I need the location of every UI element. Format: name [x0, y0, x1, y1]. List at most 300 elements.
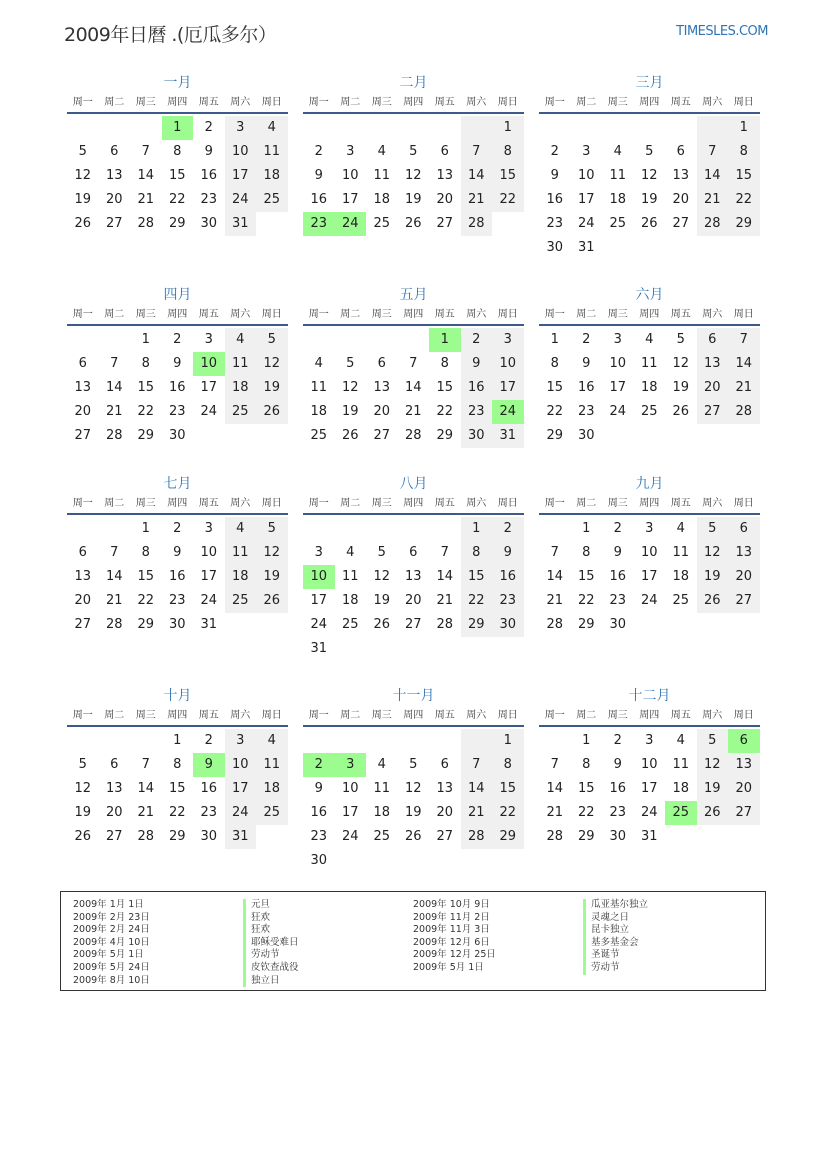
day-cell[interactable]: 24	[335, 212, 367, 236]
day-cell[interactable]: 14	[546, 569, 564, 584]
day-cell[interactable]: 8	[582, 757, 591, 772]
day-cell[interactable]: 26	[256, 400, 288, 424]
day-cell[interactable]: 31	[640, 829, 658, 844]
day-cell[interactable]: 31	[577, 240, 595, 255]
day-cell[interactable]: 23	[200, 805, 218, 820]
day-cell[interactable]: 21	[105, 404, 123, 419]
day-cell[interactable]: 20	[672, 192, 690, 207]
day-cell[interactable]: 8	[173, 757, 182, 772]
day-cell[interactable]: 28	[546, 617, 564, 632]
day-cell[interactable]: 21	[546, 805, 564, 820]
day-cell[interactable]: 1	[173, 733, 182, 748]
day-cell[interactable]: 7	[440, 545, 449, 560]
day-cell[interactable]: 9	[613, 545, 622, 560]
day-cell[interactable]: 13	[436, 781, 454, 796]
day-cell[interactable]: 9	[173, 545, 182, 560]
day-cell[interactable]: 17	[341, 805, 359, 820]
day-cell[interactable]: 27	[404, 617, 422, 632]
day-cell[interactable]: 27	[436, 829, 454, 844]
day-cell[interactable]: 15	[546, 380, 564, 395]
day-cell[interactable]: 14	[404, 380, 422, 395]
day-cell[interactable]: 20	[436, 805, 454, 820]
day-cell[interactable]: 21	[436, 593, 454, 608]
day-cell[interactable]: 17	[640, 569, 658, 584]
day-cell[interactable]: 5	[409, 144, 418, 159]
day-cell[interactable]: 25	[609, 216, 627, 231]
day-cell[interactable]: 2	[314, 144, 323, 159]
day-cell[interactable]: 8	[492, 140, 524, 164]
day-cell[interactable]: 2	[461, 328, 493, 352]
day-cell[interactable]: 24	[577, 216, 595, 231]
day-cell[interactable]: 28	[728, 400, 760, 424]
day-cell[interactable]: 28	[436, 617, 454, 632]
day-cell[interactable]: 22	[577, 805, 595, 820]
day-cell[interactable]: 16	[310, 192, 328, 207]
day-cell[interactable]: 6	[110, 144, 119, 159]
day-cell[interactable]: 5	[256, 328, 288, 352]
day-cell[interactable]: 28	[697, 212, 729, 236]
day-cell[interactable]: 12	[672, 356, 690, 371]
day-cell[interactable]: 18	[256, 164, 288, 188]
day-cell[interactable]: 31	[200, 617, 218, 632]
day-cell[interactable]: 16	[609, 781, 627, 796]
day-cell[interactable]: 19	[256, 376, 288, 400]
day-cell[interactable]: 13	[672, 168, 690, 183]
day-cell[interactable]: 18	[256, 777, 288, 801]
day-cell[interactable]: 19	[640, 192, 658, 207]
day-cell[interactable]: 24	[640, 593, 658, 608]
day-cell[interactable]: 19	[697, 565, 729, 589]
day-cell[interactable]: 31	[492, 424, 524, 448]
day-cell[interactable]: 11	[225, 541, 257, 565]
day-cell[interactable]: 21	[697, 188, 729, 212]
day-cell[interactable]: 21	[728, 376, 760, 400]
day-cell[interactable]: 3	[346, 144, 355, 159]
day-cell[interactable]: 10	[200, 545, 218, 560]
day-cell[interactable]: 6	[676, 144, 685, 159]
day-cell[interactable]: 27	[105, 829, 123, 844]
day-cell[interactable]: 28	[546, 829, 564, 844]
day-cell[interactable]: 12	[74, 781, 92, 796]
day-cell[interactable]: 4	[346, 545, 355, 560]
day-cell[interactable]: 15	[728, 164, 760, 188]
day-cell[interactable]: 3	[492, 328, 524, 352]
day-cell[interactable]: 13	[697, 352, 729, 376]
day-cell[interactable]: 2	[303, 753, 335, 777]
day-cell[interactable]: 24	[341, 829, 359, 844]
day-cell[interactable]: 6	[728, 729, 760, 753]
day-cell[interactable]: 29	[728, 212, 760, 236]
day-cell[interactable]: 11	[672, 757, 690, 772]
day-cell[interactable]: 9	[550, 168, 559, 183]
day-cell[interactable]: 22	[492, 188, 524, 212]
day-cell[interactable]: 30	[310, 853, 328, 868]
day-cell[interactable]: 20	[373, 404, 391, 419]
day-cell[interactable]: 15	[168, 168, 186, 183]
day-cell[interactable]: 25	[373, 216, 391, 231]
day-cell[interactable]: 4	[256, 729, 288, 753]
day-cell[interactable]: 3	[645, 521, 654, 536]
day-cell[interactable]: 4	[225, 328, 257, 352]
day-cell[interactable]: 25	[310, 428, 328, 443]
day-cell[interactable]: 9	[204, 144, 213, 159]
day-cell[interactable]: 6	[440, 757, 449, 772]
day-cell[interactable]: 6	[78, 356, 87, 371]
day-cell[interactable]: 19	[404, 192, 422, 207]
day-cell[interactable]: 11	[310, 380, 328, 395]
day-cell[interactable]: 2	[204, 120, 213, 135]
day-cell[interactable]: 4	[256, 116, 288, 140]
day-cell[interactable]: 8	[440, 356, 449, 371]
day-cell[interactable]: 12	[341, 380, 359, 395]
day-cell[interactable]: 14	[461, 164, 493, 188]
site-link[interactable]: TIMESLES.COM	[676, 24, 768, 39]
day-cell[interactable]: 22	[168, 192, 186, 207]
day-cell[interactable]: 6	[377, 356, 386, 371]
day-cell[interactable]: 2	[613, 733, 622, 748]
day-cell[interactable]: 5	[676, 332, 685, 347]
day-cell[interactable]: 2	[204, 733, 213, 748]
day-cell[interactable]: 3	[613, 332, 622, 347]
day-cell[interactable]: 16	[168, 569, 186, 584]
day-cell[interactable]: 8	[582, 545, 591, 560]
day-cell[interactable]: 9	[613, 757, 622, 772]
day-cell[interactable]: 17	[200, 569, 218, 584]
day-cell[interactable]: 4	[377, 144, 386, 159]
day-cell[interactable]: 30	[168, 617, 186, 632]
day-cell[interactable]: 1	[461, 517, 493, 541]
day-cell[interactable]: 17	[310, 593, 328, 608]
day-cell[interactable]: 10	[225, 753, 257, 777]
day-cell[interactable]: 6	[78, 545, 87, 560]
day-cell[interactable]: 2	[173, 521, 182, 536]
day-cell[interactable]: 25	[341, 617, 359, 632]
day-cell[interactable]: 10	[577, 168, 595, 183]
day-cell[interactable]: 29	[137, 617, 155, 632]
day-cell[interactable]: 14	[137, 168, 155, 183]
day-cell[interactable]: 13	[436, 168, 454, 183]
day-cell[interactable]: 28	[105, 428, 123, 443]
day-cell[interactable]: 23	[200, 192, 218, 207]
day-cell[interactable]: 3	[204, 521, 213, 536]
day-cell[interactable]: 4	[314, 356, 323, 371]
day-cell[interactable]: 22	[137, 593, 155, 608]
day-cell[interactable]: 21	[404, 404, 422, 419]
day-cell[interactable]: 10	[640, 545, 658, 560]
day-cell[interactable]: 8	[550, 356, 559, 371]
day-cell[interactable]: 9	[173, 356, 182, 371]
day-cell[interactable]: 10	[303, 565, 335, 589]
day-cell[interactable]: 7	[697, 140, 729, 164]
day-cell[interactable]: 24	[492, 400, 524, 424]
day-cell[interactable]: 23	[168, 404, 186, 419]
day-cell[interactable]: 21	[461, 188, 493, 212]
day-cell[interactable]: 27	[105, 216, 123, 231]
day-cell[interactable]: 25	[256, 188, 288, 212]
day-cell[interactable]: 11	[640, 356, 658, 371]
day-cell[interactable]: 15	[577, 569, 595, 584]
day-cell[interactable]: 7	[461, 753, 493, 777]
day-cell[interactable]: 7	[110, 356, 119, 371]
day-cell[interactable]: 22	[436, 404, 454, 419]
day-cell[interactable]: 20	[728, 777, 760, 801]
day-cell[interactable]: 26	[697, 589, 729, 613]
day-cell[interactable]: 1	[492, 729, 524, 753]
day-cell[interactable]: 15	[137, 569, 155, 584]
day-cell[interactable]: 2	[550, 144, 559, 159]
day-cell[interactable]: 7	[141, 757, 150, 772]
day-cell[interactable]: 23	[310, 829, 328, 844]
day-cell[interactable]: 2	[173, 332, 182, 347]
day-cell[interactable]: 19	[404, 805, 422, 820]
day-cell[interactable]: 14	[105, 380, 123, 395]
day-cell[interactable]: 12	[74, 168, 92, 183]
day-cell[interactable]: 16	[310, 805, 328, 820]
day-cell[interactable]: 19	[74, 805, 92, 820]
day-cell[interactable]: 30	[609, 617, 627, 632]
day-cell[interactable]: 14	[137, 781, 155, 796]
day-cell[interactable]: 10	[225, 140, 257, 164]
day-cell[interactable]: 7	[409, 356, 418, 371]
day-cell[interactable]: 27	[373, 428, 391, 443]
day-cell[interactable]: 31	[310, 641, 328, 656]
day-cell[interactable]: 3	[314, 545, 323, 560]
day-cell[interactable]: 16	[200, 781, 218, 796]
day-cell[interactable]: 10	[193, 352, 225, 376]
day-cell[interactable]: 13	[728, 541, 760, 565]
day-cell[interactable]: 26	[373, 617, 391, 632]
day-cell[interactable]: 11	[256, 140, 288, 164]
day-cell[interactable]: 18	[225, 376, 257, 400]
day-cell[interactable]: 18	[373, 805, 391, 820]
day-cell[interactable]: 19	[341, 404, 359, 419]
day-cell[interactable]: 15	[577, 781, 595, 796]
day-cell[interactable]: 12	[373, 569, 391, 584]
day-cell[interactable]: 23	[609, 805, 627, 820]
day-cell[interactable]: 13	[74, 569, 92, 584]
day-cell[interactable]: 13	[105, 781, 123, 796]
day-cell[interactable]: 19	[672, 380, 690, 395]
day-cell[interactable]: 25	[256, 801, 288, 825]
day-cell[interactable]: 30	[546, 240, 564, 255]
day-cell[interactable]: 16	[200, 168, 218, 183]
day-cell[interactable]: 15	[436, 380, 454, 395]
day-cell[interactable]: 13	[404, 569, 422, 584]
day-cell[interactable]: 4	[676, 521, 685, 536]
day-cell[interactable]: 22	[546, 404, 564, 419]
day-cell[interactable]: 8	[141, 545, 150, 560]
day-cell[interactable]: 17	[225, 164, 257, 188]
day-cell[interactable]: 10	[341, 781, 359, 796]
day-cell[interactable]: 7	[110, 545, 119, 560]
day-cell[interactable]: 6	[697, 328, 729, 352]
day-cell[interactable]: 12	[697, 541, 729, 565]
day-cell[interactable]: 20	[74, 593, 92, 608]
day-cell[interactable]: 8	[173, 144, 182, 159]
day-cell[interactable]: 11	[609, 168, 627, 183]
day-cell[interactable]: 23	[492, 589, 524, 613]
day-cell[interactable]: 14	[105, 569, 123, 584]
day-cell[interactable]: 1	[582, 521, 591, 536]
day-cell[interactable]: 5	[697, 517, 729, 541]
day-cell[interactable]: 15	[492, 164, 524, 188]
day-cell[interactable]: 4	[377, 757, 386, 772]
day-cell[interactable]: 14	[728, 352, 760, 376]
day-cell[interactable]: 21	[105, 593, 123, 608]
day-cell[interactable]: 17	[200, 380, 218, 395]
day-cell[interactable]: 24	[609, 404, 627, 419]
day-cell[interactable]: 14	[436, 569, 454, 584]
day-cell[interactable]: 10	[609, 356, 627, 371]
day-cell[interactable]: 11	[225, 352, 257, 376]
day-cell[interactable]: 16	[609, 569, 627, 584]
day-cell[interactable]: 26	[697, 801, 729, 825]
day-cell[interactable]: 17	[577, 192, 595, 207]
day-cell[interactable]: 18	[310, 404, 328, 419]
day-cell[interactable]: 18	[640, 380, 658, 395]
day-cell[interactable]: 11	[672, 545, 690, 560]
day-cell[interactable]: 3	[225, 116, 257, 140]
day-cell[interactable]: 17	[492, 376, 524, 400]
day-cell[interactable]: 3	[225, 729, 257, 753]
day-cell[interactable]: 22	[461, 589, 493, 613]
day-cell[interactable]: 15	[168, 781, 186, 796]
day-cell[interactable]: 3	[335, 753, 367, 777]
day-cell[interactable]: 2	[613, 521, 622, 536]
day-cell[interactable]: 19	[697, 777, 729, 801]
day-cell[interactable]: 27	[672, 216, 690, 231]
day-cell[interactable]: 13	[105, 168, 123, 183]
day-cell[interactable]: 3	[645, 733, 654, 748]
day-cell[interactable]: 1	[429, 328, 461, 352]
day-cell[interactable]: 31	[225, 212, 257, 236]
day-cell[interactable]: 27	[728, 589, 760, 613]
day-cell[interactable]: 8	[492, 753, 524, 777]
day-cell[interactable]: 26	[404, 829, 422, 844]
day-cell[interactable]: 17	[609, 380, 627, 395]
day-cell[interactable]: 26	[74, 829, 92, 844]
day-cell[interactable]: 30	[492, 613, 524, 637]
day-cell[interactable]: 24	[640, 805, 658, 820]
day-cell[interactable]: 7	[461, 140, 493, 164]
day-cell[interactable]: 1	[162, 116, 194, 140]
day-cell[interactable]: 28	[461, 825, 493, 849]
day-cell[interactable]: 9	[461, 352, 493, 376]
day-cell[interactable]: 9	[492, 541, 524, 565]
day-cell[interactable]: 27	[74, 617, 92, 632]
day-cell[interactable]: 14	[697, 164, 729, 188]
day-cell[interactable]: 29	[577, 829, 595, 844]
day-cell[interactable]: 7	[550, 757, 559, 772]
day-cell[interactable]: 20	[74, 404, 92, 419]
day-cell[interactable]: 20	[404, 593, 422, 608]
day-cell[interactable]: 29	[137, 428, 155, 443]
day-cell[interactable]: 16	[577, 380, 595, 395]
day-cell[interactable]: 5	[78, 757, 87, 772]
day-cell[interactable]: 25	[225, 400, 257, 424]
day-cell[interactable]: 26	[341, 428, 359, 443]
day-cell[interactable]: 29	[436, 428, 454, 443]
day-cell[interactable]: 19	[256, 565, 288, 589]
day-cell[interactable]: 30	[200, 216, 218, 231]
day-cell[interactable]: 11	[341, 569, 359, 584]
day-cell[interactable]: 21	[137, 805, 155, 820]
day-cell[interactable]: 3	[204, 332, 213, 347]
day-cell[interactable]: 8	[461, 541, 493, 565]
day-cell[interactable]: 3	[582, 144, 591, 159]
day-cell[interactable]: 1	[141, 521, 150, 536]
day-cell[interactable]: 6	[409, 545, 418, 560]
day-cell[interactable]: 21	[546, 593, 564, 608]
day-cell[interactable]: 22	[577, 593, 595, 608]
day-cell[interactable]: 12	[404, 168, 422, 183]
day-cell[interactable]: 30	[577, 428, 595, 443]
day-cell[interactable]: 27	[436, 216, 454, 231]
day-cell[interactable]: 24	[310, 617, 328, 632]
day-cell[interactable]: 20	[105, 805, 123, 820]
day-cell[interactable]: 21	[461, 801, 493, 825]
day-cell[interactable]: 12	[404, 781, 422, 796]
day-cell[interactable]: 6	[110, 757, 119, 772]
day-cell[interactable]: 18	[225, 565, 257, 589]
day-cell[interactable]: 18	[341, 593, 359, 608]
day-cell[interactable]: 9	[314, 168, 323, 183]
day-cell[interactable]: 4	[613, 144, 622, 159]
day-cell[interactable]: 16	[168, 380, 186, 395]
day-cell[interactable]: 29	[168, 216, 186, 231]
day-cell[interactable]: 10	[492, 352, 524, 376]
day-cell[interactable]: 27	[697, 400, 729, 424]
day-cell[interactable]: 23	[168, 593, 186, 608]
day-cell[interactable]: 20	[697, 376, 729, 400]
day-cell[interactable]: 29	[546, 428, 564, 443]
day-cell[interactable]: 1	[728, 116, 760, 140]
day-cell[interactable]: 26	[672, 404, 690, 419]
day-cell[interactable]: 26	[640, 216, 658, 231]
day-cell[interactable]: 28	[105, 617, 123, 632]
day-cell[interactable]: 30	[609, 829, 627, 844]
day-cell[interactable]: 5	[346, 356, 355, 371]
day-cell[interactable]: 11	[373, 168, 391, 183]
day-cell[interactable]: 5	[377, 545, 386, 560]
day-cell[interactable]: 7	[141, 144, 150, 159]
day-cell[interactable]: 7	[550, 545, 559, 560]
day-cell[interactable]: 12	[640, 168, 658, 183]
day-cell[interactable]: 21	[137, 192, 155, 207]
day-cell[interactable]: 5	[78, 144, 87, 159]
day-cell[interactable]: 25	[640, 404, 658, 419]
day-cell[interactable]: 13	[74, 380, 92, 395]
day-cell[interactable]: 17	[341, 192, 359, 207]
day-cell[interactable]: 9	[193, 753, 225, 777]
day-cell[interactable]: 30	[200, 829, 218, 844]
day-cell[interactable]: 22	[492, 801, 524, 825]
day-cell[interactable]: 23	[461, 400, 493, 424]
day-cell[interactable]: 16	[546, 192, 564, 207]
day-cell[interactable]: 9	[314, 781, 323, 796]
day-cell[interactable]: 1	[550, 332, 559, 347]
day-cell[interactable]: 24	[200, 593, 218, 608]
day-cell[interactable]: 4	[645, 332, 654, 347]
day-cell[interactable]: 24	[200, 404, 218, 419]
day-cell[interactable]: 22	[137, 404, 155, 419]
day-cell[interactable]: 23	[577, 404, 595, 419]
day-cell[interactable]: 19	[74, 192, 92, 207]
day-cell[interactable]: 23	[609, 593, 627, 608]
day-cell[interactable]: 24	[225, 188, 257, 212]
day-cell[interactable]: 27	[728, 801, 760, 825]
day-cell[interactable]: 31	[225, 825, 257, 849]
